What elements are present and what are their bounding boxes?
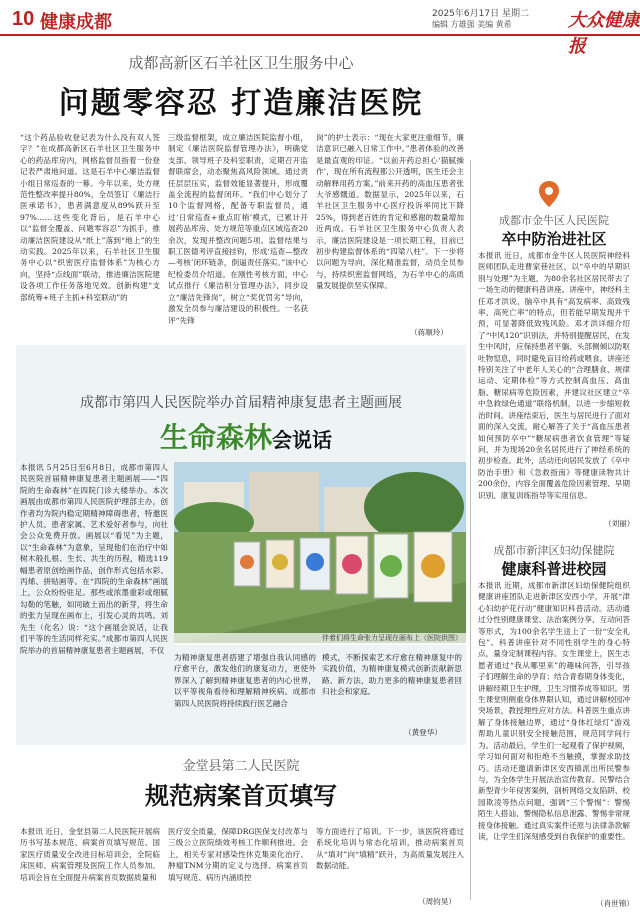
bottom-kicker: 金堂县第二人民医院 (182, 759, 300, 774)
feature-byline: （黄登华） (404, 728, 442, 737)
bottom-col3: 等方面进行了培训。下一步，该医院将通过系统化培训与常态化培训，推动病案首页从“填对”向“填精”跃升，为高质量发展注入数据动能。 (316, 827, 464, 871)
section-title: 健康成都 (40, 12, 112, 33)
side2-text: 本报讯 近期，成都市新津区妇幼保健院组织健康讲座团队走进新津区安西小学，开展“津心妇幼护花行动”健康知识科普活动。活动通过分性别健康课堂、法治案例分享、互动问答等形式，为100余名学生送上了一份“安全礼包”。科普讲座针对不同性别学生的身心特点，量身定制课程内容。女生课堂上，医生志愿者通过“我从哪里来”的趣味问答，引导孩子们理解生命的孕育；结合青春期身体变化，讲解经期卫生护理，卫生习惯养成等知识。男生课堂则侧重身体界限认知，通过讲解校园冲突场景，教授理性应对方法。科普医生重点讲解了身体接触边界，通过“身体红绿灯”游戏帮助儿童识别安全接触范围，规范同学间行为。活动最后，学生们一起观看了保护视频，学习如何面对和拒绝不当触摸，掌握求助技巧。活动还邀请新津区安西镇派出所民警参与，为全体学生开展法治宣传教育。民警结合新型青少年侵害案例，剖析网络交友陷阱、校园欺凌等热点问题，强调“三个警惕”：警惕陌生人搭讪、警惕隐私信息泄露、警惕非常规接身体接触。通过真实案件还原与法律条款解读，让学生们深刻感受到自我保护的重要性。 (478, 581, 630, 841)
side1-kicker: 成都市金牛区人民医院 (499, 214, 609, 227)
feature-title-green: 生命森林 (159, 421, 272, 454)
main-kicker: 成都高新区石羊社区卫生服务中心 (128, 54, 354, 72)
bottom-headline: 规范病案首页填写 (145, 781, 337, 810)
editors: 编辑 方雄强 美编 黄希 (432, 20, 512, 29)
bottom-byline: （周钧昊） (418, 897, 456, 906)
location-pin-icon (538, 180, 560, 208)
main-col1: “这个药品验收登记表为什么没有双人签字？”在成都高新区石羊社区卫生服务中心的药品库房内，网格监督员指着一份登记表严肃地问道。这是石羊中心廉洁监督小组日常巡查的一幕。今年以来，处方规范性整改率提升80%，全员签订《廉洁行医承诺书》，患者满意度从89%跃升至97%……这些变化背后，是石羊中心以“监督全覆盖、问题零容忍”为抓手，推动廉洁医院建设从“纸上”落到“地上”的生动实践。2025年以来，石羊社区卫生服务中心以“织密医疗监督体系”为核心方向，坚持“点线面”联动，推进廉洁医院建设各项工作任务落地见效。创新构建“支部统筹+班子主抓+科室联动”的 (20, 133, 160, 302)
issue-date: 2025年6月17日 星期二 (432, 9, 529, 19)
side1-byline: （刘丽） (604, 519, 635, 528)
side1-headline: 卒中防治进社区 (501, 230, 607, 248)
feature-col2: 为精神康复患者搭建了增强自我认同感的疗愈平台，激发他们的康复动力，更使外界深入了解到精神康复患者的内心世界，以平等视角看待和理解精神疾病。成都市第四人民医院将持续践行医艺融合 (174, 653, 316, 708)
feature-col3: 模式，不断探索艺术疗愈在精神康复中的实践价值，为精神康复模式创新贡献新思路、新方法，助力更多的精神康复患者回归社会和家庭。 (322, 653, 462, 697)
exhibition-photo-drawing (174, 462, 466, 643)
bottom-col2: 医疗安全质量，保障DRG医保支付改革与三级公立医院绩效考核工作顺利推进。会上，相关专家对感染性休克集束化治疗、肿瘤TNM分期的定义与选择、病案首页填写规范、病历内涵质控 (168, 827, 308, 882)
side1-text: 本报讯 近日，成都市金牛区人民医院神经科医师团队走进曹家巷社区，以“卒中的早期识别与处理”为主题，为80余名社区居民带去了一场生动的健康科普讲座。讲座中，神经科主任邓才洪说，脑卒中具有“高发病率、高致残率、高死亡率”的特点，但若能早期发现并干预，可显著降低致残风险。邓才洪详细介绍了“中风120”识别法，并特别提醒居民，在发生中风时，应保持患者平躺、头部侧倾以防呕吐物窒息，同时避免盲目给药或喂食。讲座还特别关注了中老年人关心的“合理膳食、规律运动、定期体检”等方式控制高血压、高血脂、糖尿病等危险因素，并建议社区建立“卒中急救绿色通道”联络机制，以进一步缩短救治时间。讲座结束后，医生与居民进行了面对面的深入交流，耐心解答了关于“高血压患者如何预防卒中”“糖尿病患者饮食管理”等疑问，并为现场20余名居民进行了神经系统的初步检查。此外，活动还向居民发放了《卒中防治手册》和《急救指南》等健康读物共计200余份，内容全面覆盖危险因素管理、早期识别、康复训练指导等实用信息。 (478, 251, 630, 500)
side2-byline: （肖世锦） (596, 899, 634, 908)
exhibition-photo (174, 462, 466, 643)
page-header (0, 0, 640, 57)
feature-title (96, 416, 396, 456)
feature-col1: 本报讯 5月25日至6月8日，成都市第四人民医院首届精神康复患者主题画展——“四院的生命森林”在四院门诊大楼举办。本次画展由成都市第四人民医院护理部主办，创作者均为院内稳定期精神障碍患者，特邀医护人员、患者家属、艺术爱好者参与，向社会公众免费开放。画展以“看见”为主题，以“生命森林”为意象，呈现他们在治疗中如树木般扎根、生长、共生的历程，精选119幅患者原创绘画作品，创作形式包括水彩、丙烯、拼贴画等。在“四院的生命森林”画展上，公众纷纷驻足。那些或浓墨重彩或细腻勾勒的笔触，如同破土而出的新芽，将生命的张力呈现在画布上，引发心灵的共鸣。刘先生（化名）说：“这个画展会说话，让我们平等的生活同样充实。”成都市第四人民医院举办的首届精神康复患者主题画展，不仅 (20, 463, 168, 655)
page-number: 10 (12, 8, 35, 30)
paper-logo: 大众健康报 (568, 10, 640, 57)
main-col2: 三级监督框架，成立廉洁医院监督小组，制定《廉洁医院监督管理办法》，明确党支部、领导班子及科室职责，定期召开监督联席会，动态聚焦高风险领域。通过责任层层压实，监督效能显著提升，形成覆盖全流程的监督闭环。“我们中心划分了10个监督网格，配备专职监督员，通过‘日常巡查+重点盯梢’模式，已累计开展药品库房、处方规范等重点区域巡查20余次，发现并整改问题5项。监督结果与职工医德考评直接挂钩，形成‘巡查—整改—考核’闭环链条，倒逼责任落实。”该中心纪检委员介绍道。在刚性考核方面，中心试点推行《廉洁积分管理办法》，同步设立“廉洁先锋岗”，树立“奖优罚劣”导向，激发全员参与廉洁建设的积极性。一名获评“先锋 (168, 133, 308, 325)
main-headline: 问题零容忍 打造廉洁医院 (58, 86, 424, 121)
main-byline: （蒋顺玲） (410, 328, 448, 337)
feature-title-rest: 会说话 (272, 428, 332, 452)
photo-caption: 伴着们将生命张力呈现在画布上（医院供图） (174, 633, 466, 645)
main-col3: 岗”的护士表示：“现在大家更注重细节，廉洁意识已融入日常工作中。”患者体验的改善是最直观的印证。“以前开药总担心‘猫腻操作’，现在所有流程都公开透明，医生还会主动解释用药方案。”前来开药的高血压患者张大爷感慨道。数据显示，2025年以来，石羊社区卫生服务中心医疗投诉率同比下降25%，得到老百姓的肯定和感谢的数量增加近两成。石羊社区卫生服务中心负责人表示，廉洁医院建设是一项长期工程，目前已初步构建监督体系的“四梁八柱”。下一步将以问题为导向，深化精准监督，动员全员参与，持续织密监督网络，为石羊中心的高质量发展提供坚实保障。 (316, 133, 464, 291)
side2-headline: 健康科普进校园 (501, 560, 607, 578)
feature-kicker: 成都市第四人民医院举办首届精神康复患者主题画展 (80, 395, 402, 411)
column-divider (470, 160, 471, 900)
bottom-col1: 本报讯 近日，金堂县第二人民医院开展病历书写基本规范、病案首页填写规范、国家医疗质量安全改进目标培训会，全院临床医师、病案管理及医院工作人员参加。培训会旨在全面提升病案首页数据质量和 (20, 827, 160, 882)
side2-kicker: 成都市新津区妇幼保健院 (493, 544, 615, 557)
